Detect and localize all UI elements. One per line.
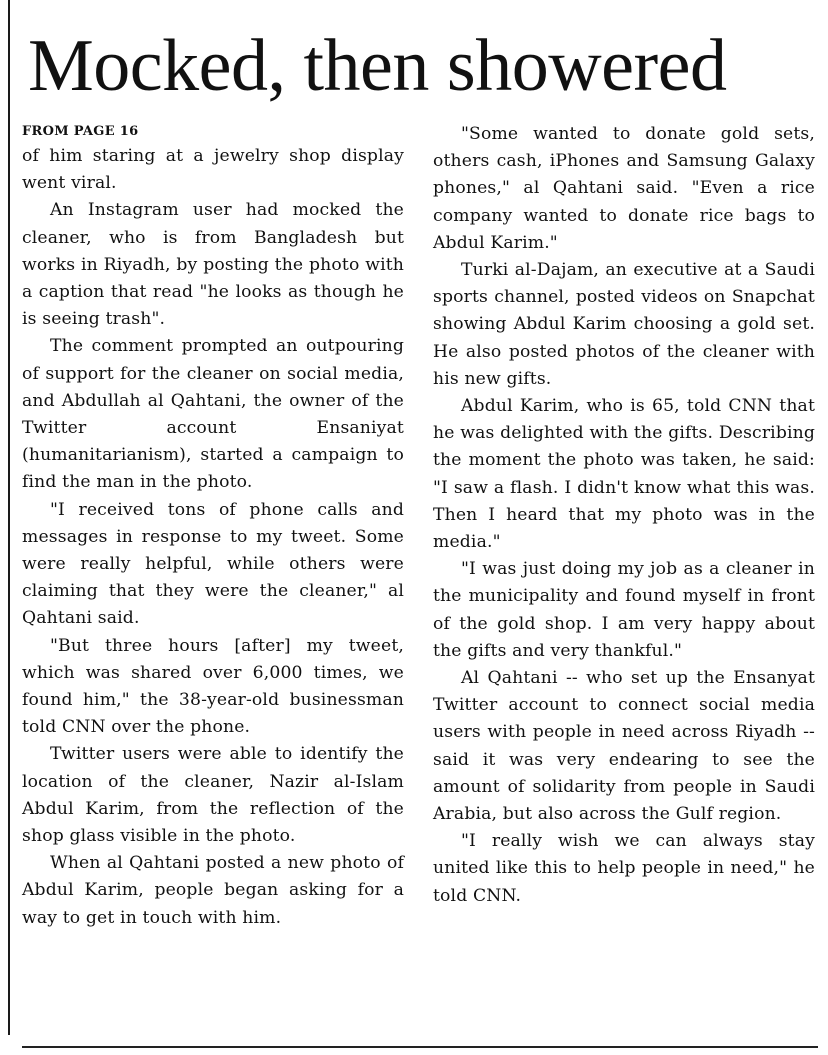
article-paragraph: of him staring at a jewelry shop display went viral.: [22, 146, 404, 194]
article-paragraph: Abdul Karim, who is 65, told CNN that he was delighted with the gifts. Describing the moment the photo was taken, he said: "I saw a flash. I didn't know what this was. Then I heard that my photo was in the media.": [433, 396, 815, 553]
article-paragraph: "Some wanted to donate gold sets, others cash, iPhones and Samsung Galaxy phones," al Qahtani said. "Even a rice company wanted to donate rice bags to Abdul Karim.": [433, 124, 815, 253]
article-column-right: [433, 121, 815, 910]
article-paragraph: An Instagram user had mocked the cleaner, who is from Bangladesh but works in Riyadh, by posting the photo with a caption that read "he looks as though he is seeing trash".: [22, 200, 404, 330]
article-paragraph: Twitter users were able to identify the location of the cleaner, Nazir al-Islam Abdul Karim, from the reflection of the shop glass visible in the photo.: [22, 744, 404, 847]
article-paragraph: "I really wish we can always stay united like this to help people in need," he told CNN.: [433, 831, 815, 906]
article-paragraph: The comment prompted an outpouring of support for the cleaner on social media, and Abdullah al Qahtani, the owner of the Twitter account Ensaniyat (humanitarianism), started a campaign to find the man in the photo.: [22, 336, 404, 493]
headline: Mocked, then showered: [28, 25, 727, 107]
article-paragraph: "I was just doing my job as a cleaner in the municipality and found myself in front of the gold shop. I am very happy about the gifts and very thankful.": [433, 559, 815, 661]
article-paragraph: When al Qahtani posted a new photo of Abdul Karim, people began asking for a way to get in touch with him.: [22, 853, 404, 928]
left-column-rule: [8, 0, 10, 1035]
article-paragraph: Al Qahtani -- who set up the Ensanyat Twitter account to connect social media users with people in need across Riyadh -- said it was very endearing to see the amount of solidarity from people in Saudi Arabia, but also across the Gulf region.: [433, 668, 815, 825]
article-paragraph: "I received tons of phone calls and messages in response to my tweet. Some were really helpful, while others were claiming that they were the cleaner," al Qahtani said.: [22, 499, 404, 629]
article-paragraph: Turki al-Dajam, an executive at a Saudi sports channel, posted videos on Snapchat showing Abdul Karim choosing a gold set. He also posted photos of the cleaner with his new gifts.: [433, 260, 815, 389]
bottom-rule: [22, 1046, 818, 1048]
article-column-left: [22, 121, 404, 932]
article-paragraph: "But three hours [after] my tweet, which was shared over 6,000 times, we found him," the 38-year-old businessman told CNN over the phone.: [22, 635, 404, 738]
continuation-kicker: FROM PAGE 16: [22, 124, 139, 139]
